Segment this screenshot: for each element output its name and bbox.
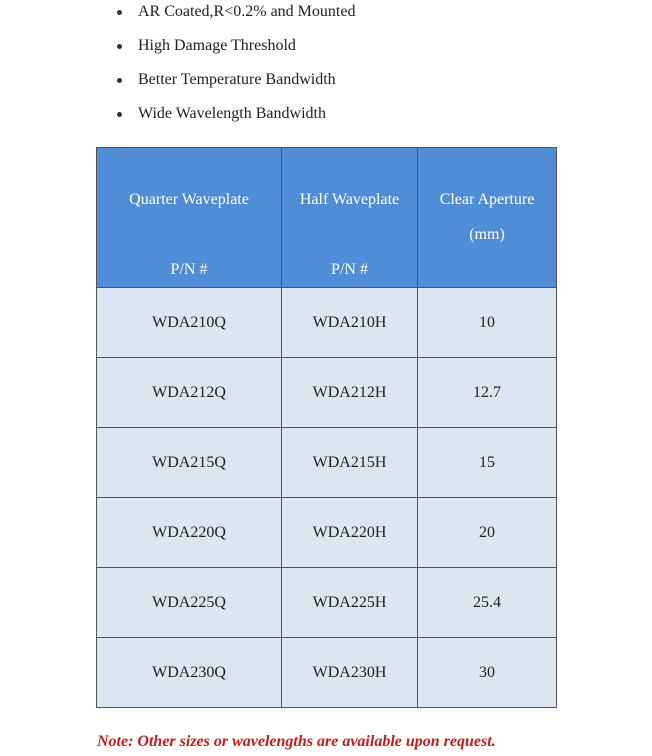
table-cell: WDA220H	[282, 498, 418, 568]
table-cell: WDA220Q	[97, 498, 282, 568]
table-cell: WDA215H	[282, 428, 418, 498]
table-cell: 20	[418, 498, 557, 568]
table-cell: WDA210H	[282, 288, 418, 358]
table-row	[97, 638, 557, 708]
header-label: Clear Aperture	[439, 191, 535, 208]
table-header-row	[97, 148, 557, 288]
table-cell: WDA212H	[282, 358, 418, 428]
table-cell: 10	[418, 288, 557, 358]
header-label: Half Waveplate	[299, 191, 400, 208]
table-row	[97, 568, 557, 638]
feature-item	[117, 103, 326, 125]
table-cell: WDA225H	[282, 568, 418, 638]
table-row	[97, 358, 557, 428]
bullet-dot-icon	[117, 112, 122, 117]
bullet-dot-icon	[117, 44, 122, 49]
table-cell: 12.7	[418, 358, 557, 428]
table-row	[97, 428, 557, 498]
header-half-waveplate	[282, 148, 418, 288]
table-cell: WDA230H	[282, 638, 418, 708]
table-cell: WDA212Q	[97, 358, 282, 428]
feature-text: AR Coated,R<0.2% and Mounted	[138, 3, 356, 20]
table-cell: WDA230Q	[97, 638, 282, 708]
table-row	[97, 498, 557, 568]
header-label: Quarter Waveplate	[129, 191, 249, 208]
feature-text: High Damage Threshold	[138, 37, 296, 54]
availability-note: Note: Other sizes or wavelengths are available upon request.	[97, 733, 496, 750]
bullet-dot-icon	[117, 78, 122, 83]
table-cell: 25.4	[418, 568, 557, 638]
waveplate-spec-table	[96, 147, 557, 708]
table-cell: 15	[418, 428, 557, 498]
feature-text: Wide Wavelength Bandwidth	[138, 105, 326, 122]
table-cell: WDA210Q	[97, 288, 282, 358]
header-sublabel: P/N #	[170, 261, 208, 278]
feature-item	[117, 69, 336, 91]
header-sublabel: (mm)	[469, 226, 505, 243]
table-cell: 30	[418, 638, 557, 708]
feature-item	[117, 1, 355, 23]
header-clear-aperture	[418, 148, 557, 288]
feature-text: Better Temperature Bandwidth	[138, 71, 336, 88]
header-sublabel: P/N #	[331, 261, 368, 278]
table-cell: WDA225Q	[97, 568, 282, 638]
feature-item	[117, 35, 296, 57]
header-quarter-waveplate	[97, 148, 282, 288]
table-row	[97, 288, 557, 358]
table-cell: WDA215Q	[97, 428, 282, 498]
bullet-dot-icon	[117, 10, 122, 15]
